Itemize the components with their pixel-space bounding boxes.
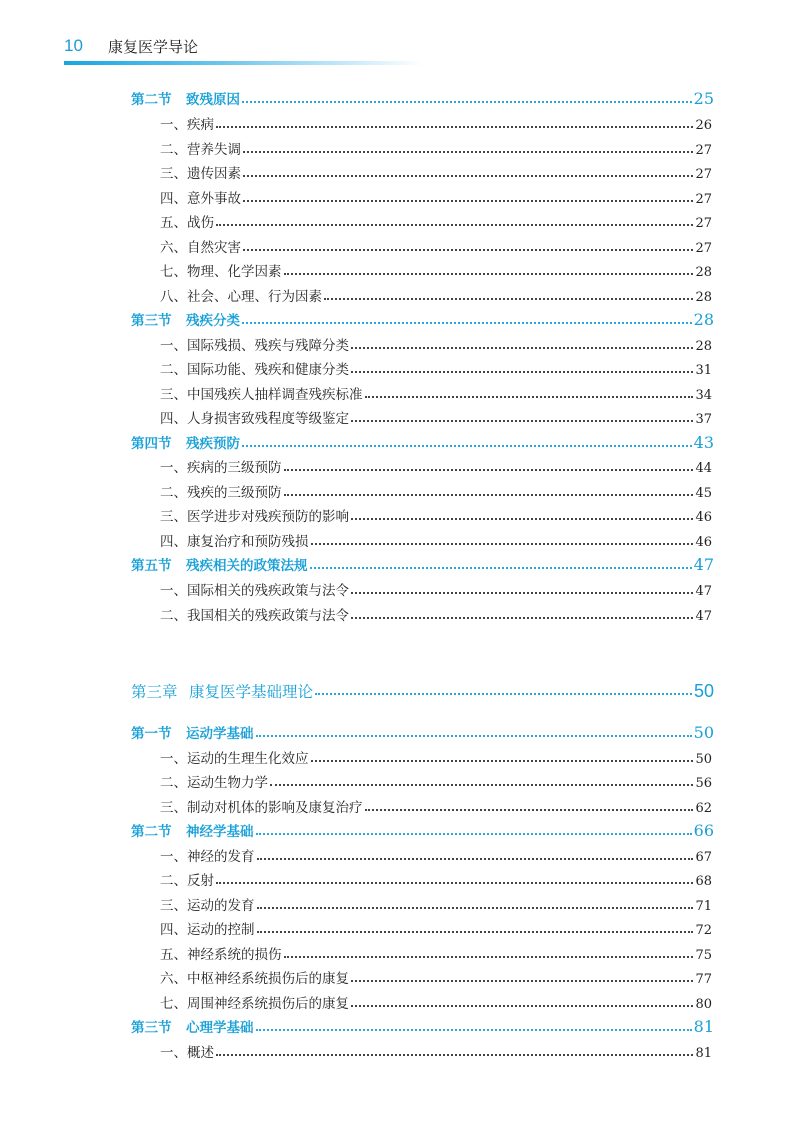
dot-leader bbox=[242, 321, 692, 324]
dot-leader bbox=[216, 223, 693, 226]
toc-item-label bbox=[160, 187, 241, 207]
toc-item-label bbox=[160, 992, 349, 1012]
toc-section-label bbox=[131, 554, 308, 574]
toc-item-title: 二、运动生物力学 bbox=[160, 775, 268, 791]
toc-page-number: 28 bbox=[695, 290, 712, 305]
toc-section-number: 第二节 bbox=[131, 824, 172, 840]
toc-item-row[interactable] bbox=[160, 111, 712, 133]
toc-section-number: 第三节 bbox=[131, 313, 172, 329]
toc-item-row[interactable] bbox=[160, 916, 712, 938]
toc-page-number: 47 bbox=[693, 555, 714, 574]
toc-page-number: 27 bbox=[695, 167, 712, 182]
toc-section-label bbox=[131, 432, 240, 452]
toc-section-label bbox=[131, 820, 254, 840]
toc-item-row[interactable] bbox=[160, 185, 712, 207]
toc-item-label bbox=[160, 1041, 214, 1061]
dot-leader bbox=[351, 517, 693, 520]
toc-item-label bbox=[160, 894, 255, 914]
dot-leader bbox=[243, 199, 693, 202]
toc-item-title: 七、周围神经系统损伤后的康复 bbox=[160, 996, 349, 1012]
toc-page-number: 81 bbox=[693, 1017, 714, 1036]
toc-item-row[interactable] bbox=[160, 356, 712, 378]
header-rule bbox=[64, 61, 424, 65]
toc-item-label bbox=[160, 530, 309, 550]
toc-page-number: 27 bbox=[695, 192, 712, 207]
toc-item-row[interactable] bbox=[160, 577, 712, 599]
toc-item-row[interactable] bbox=[160, 209, 712, 231]
toc-item-row[interactable] bbox=[160, 234, 712, 256]
toc-section-title: 残疾相关的政策法规 bbox=[186, 558, 308, 574]
dot-leader bbox=[270, 783, 693, 786]
toc-section-number: 第一节 bbox=[131, 726, 172, 742]
toc-item-label bbox=[160, 845, 255, 865]
toc-chapter-row[interactable] bbox=[131, 676, 714, 702]
toc-item-title: 六、中枢神经系统损伤后的康复 bbox=[160, 971, 349, 987]
toc-chapter-label bbox=[131, 680, 313, 702]
toc-page-number: 66 bbox=[693, 821, 714, 840]
toc-page-number: 37 bbox=[695, 412, 712, 427]
toc-item-label bbox=[160, 236, 241, 256]
dot-leader bbox=[284, 272, 694, 275]
toc-item-title: 四、康复治疗和预防残损 bbox=[160, 534, 309, 550]
toc-item-title: 二、营养失调 bbox=[160, 142, 241, 158]
toc-item-title: 一、疾病 bbox=[160, 117, 214, 133]
dot-leader bbox=[351, 591, 693, 594]
toc-item-row[interactable] bbox=[160, 503, 712, 525]
toc-page-number: 72 bbox=[695, 923, 712, 938]
toc-item-label bbox=[160, 138, 241, 158]
dot-leader bbox=[351, 346, 693, 349]
toc-item-label bbox=[160, 505, 349, 525]
toc-page-number: 71 bbox=[695, 899, 712, 914]
toc-page-number: 67 bbox=[695, 850, 712, 865]
dot-leader bbox=[284, 493, 694, 496]
toc-item-label bbox=[160, 285, 322, 305]
toc-section-number: 第五节 bbox=[131, 558, 172, 574]
book-title: 康复医学导论 bbox=[108, 38, 199, 56]
toc-section-number: 第四节 bbox=[131, 436, 172, 452]
toc-page-number: 50 bbox=[693, 681, 714, 701]
toc-item-label bbox=[160, 943, 282, 963]
toc-item-row[interactable] bbox=[160, 745, 712, 767]
toc-item-label bbox=[160, 918, 255, 938]
dot-leader bbox=[351, 1004, 693, 1007]
toc-section-row[interactable] bbox=[131, 1014, 714, 1036]
toc-page-number: 25 bbox=[693, 89, 714, 108]
dot-leader bbox=[243, 174, 693, 177]
toc-item-row[interactable] bbox=[160, 867, 712, 889]
dot-leader bbox=[257, 930, 694, 933]
toc-item-title: 五、神经系统的损伤 bbox=[160, 947, 282, 963]
toc-item-row[interactable] bbox=[160, 990, 712, 1012]
toc-item-row[interactable] bbox=[160, 405, 712, 427]
toc-section-title: 残疾预防 bbox=[186, 436, 240, 452]
toc-section-title: 运动学基础 bbox=[186, 726, 254, 742]
toc-item-title: 五、战伤 bbox=[160, 215, 214, 231]
dot-leader bbox=[324, 297, 693, 300]
toc-section-label bbox=[131, 88, 240, 108]
toc-item-row[interactable] bbox=[160, 332, 712, 354]
toc-item-row[interactable] bbox=[160, 283, 712, 305]
toc-page-number: 34 bbox=[695, 388, 712, 403]
toc-page-number: 80 bbox=[695, 997, 712, 1012]
toc-item-title: 三、运动的发育 bbox=[160, 898, 255, 914]
toc-page-number: 27 bbox=[695, 143, 712, 158]
toc-section-label bbox=[131, 309, 240, 329]
toc-item-row[interactable] bbox=[160, 528, 712, 550]
toc-item-label bbox=[160, 162, 241, 182]
dot-leader bbox=[311, 759, 694, 762]
toc-item-label bbox=[160, 334, 349, 354]
dot-leader bbox=[310, 566, 692, 569]
toc-page-number: 75 bbox=[695, 948, 712, 963]
toc-item-label bbox=[160, 407, 349, 427]
toc-item-row[interactable] bbox=[160, 1039, 712, 1061]
toc-page-number: 28 bbox=[695, 265, 712, 280]
toc-item-row[interactable] bbox=[160, 941, 712, 963]
page-number: 10 bbox=[64, 36, 83, 55]
toc-item-row[interactable] bbox=[160, 794, 712, 816]
toc-item-label bbox=[160, 967, 349, 987]
toc-section-title: 残疾分类 bbox=[186, 313, 240, 329]
dot-leader bbox=[242, 100, 692, 103]
dot-leader bbox=[242, 444, 692, 447]
dot-leader bbox=[365, 395, 694, 398]
dot-leader bbox=[365, 808, 694, 811]
toc-section-row[interactable] bbox=[131, 720, 714, 742]
toc-page-number: 50 bbox=[693, 723, 714, 742]
toc-page-number: 44 bbox=[695, 461, 712, 476]
toc-item-row[interactable] bbox=[160, 965, 712, 987]
toc-chapter-title: 康复医学基础理论 bbox=[189, 683, 314, 701]
toc-item-row[interactable] bbox=[160, 160, 712, 182]
toc-page-number: 28 bbox=[695, 339, 712, 354]
toc-item-label bbox=[160, 869, 214, 889]
toc-item-title: 一、国际残损、残疾与残障分类 bbox=[160, 338, 349, 354]
dot-leader bbox=[243, 248, 693, 251]
toc-item-label bbox=[160, 113, 214, 133]
toc-item-row[interactable] bbox=[160, 381, 712, 403]
toc-item-title: 三、中国残疾人抽样调查残疾标准 bbox=[160, 387, 363, 403]
toc-section-title: 致残原因 bbox=[186, 92, 240, 108]
dot-leader bbox=[256, 734, 692, 737]
toc-page-number: 68 bbox=[695, 874, 712, 889]
dot-leader bbox=[216, 125, 693, 128]
toc-section-number: 第二节 bbox=[131, 92, 172, 108]
dot-leader bbox=[351, 370, 693, 373]
toc-section-row[interactable] bbox=[131, 552, 714, 574]
dot-leader bbox=[257, 857, 694, 860]
toc-page-number: 46 bbox=[695, 510, 712, 525]
dot-leader bbox=[216, 1053, 693, 1056]
toc-section-row[interactable] bbox=[131, 86, 714, 108]
toc-item-title: 七、物理、化学因素 bbox=[160, 264, 282, 280]
toc-page-number: 46 bbox=[695, 535, 712, 550]
toc-item-title: 一、国际相关的残疾政策与法令 bbox=[160, 583, 349, 599]
toc-item-label bbox=[160, 456, 282, 476]
toc-item-row[interactable] bbox=[160, 602, 712, 624]
toc-page-number: 45 bbox=[695, 486, 712, 501]
toc-item-title: 三、医学进步对残疾预防的影响 bbox=[160, 509, 349, 525]
toc-section-row[interactable] bbox=[131, 430, 714, 452]
toc-page-number: 43 bbox=[693, 433, 714, 452]
toc-item-label bbox=[160, 211, 214, 231]
page-header bbox=[64, 36, 764, 68]
dot-leader bbox=[351, 616, 693, 619]
toc-item-title: 四、运动的控制 bbox=[160, 922, 255, 938]
toc-item-label bbox=[160, 383, 363, 403]
toc-item-label bbox=[160, 796, 363, 816]
toc-item-title: 二、残疾的三级预防 bbox=[160, 485, 282, 501]
toc-page-number: 81 bbox=[695, 1046, 712, 1061]
toc-item-row[interactable] bbox=[160, 769, 712, 791]
toc-item-label bbox=[160, 579, 349, 599]
toc-item-title: 一、疾病的三级预防 bbox=[160, 460, 282, 476]
toc-item-row[interactable] bbox=[160, 843, 712, 865]
dot-leader bbox=[216, 881, 693, 884]
toc-item-title: 一、概述 bbox=[160, 1045, 214, 1061]
toc-item-row[interactable] bbox=[160, 479, 712, 501]
toc-page-number: 31 bbox=[695, 363, 712, 378]
toc-item-title: 六、自然灾害 bbox=[160, 240, 241, 256]
toc-page-number: 47 bbox=[695, 584, 712, 599]
toc-page-number: 56 bbox=[695, 776, 712, 791]
toc-item-label bbox=[160, 481, 282, 501]
toc-section-row[interactable] bbox=[131, 307, 714, 329]
toc-chapter-number: 第三章 bbox=[131, 683, 178, 701]
toc-item-title: 四、人身损害致残程度等级鉴定 bbox=[160, 411, 349, 427]
toc-item-row[interactable] bbox=[160, 258, 712, 280]
toc-item-row[interactable] bbox=[160, 454, 712, 476]
toc-item-title: 一、运动的生理生化效应 bbox=[160, 751, 309, 767]
toc-page-number: 26 bbox=[695, 118, 712, 133]
toc-page-number: 28 bbox=[693, 310, 714, 329]
toc-item-label bbox=[160, 604, 349, 624]
toc-item-title: 三、制动对机体的影响及康复治疗 bbox=[160, 800, 363, 816]
toc-item-title: 二、我国相关的残疾政策与法令 bbox=[160, 608, 349, 624]
toc-item-label bbox=[160, 260, 282, 280]
toc-item-row[interactable] bbox=[160, 136, 712, 158]
toc-page-number: 27 bbox=[695, 241, 712, 256]
toc-item-row[interactable] bbox=[160, 892, 712, 914]
dot-leader bbox=[351, 979, 693, 982]
toc-page-number: 50 bbox=[695, 752, 712, 767]
dot-leader bbox=[256, 832, 692, 835]
toc-page-number: 47 bbox=[695, 609, 712, 624]
dot-leader bbox=[284, 955, 694, 958]
toc-item-title: 二、国际功能、残疾和健康分类 bbox=[160, 362, 349, 378]
dot-leader bbox=[257, 906, 694, 909]
toc-section-title: 神经学基础 bbox=[186, 824, 254, 840]
toc-section-title: 心理学基础 bbox=[186, 1020, 254, 1036]
toc-section-label bbox=[131, 1016, 254, 1036]
dot-leader bbox=[311, 542, 694, 545]
dot-leader bbox=[256, 1028, 692, 1031]
dot-leader bbox=[284, 468, 694, 471]
toc-page-number: 27 bbox=[695, 216, 712, 231]
toc-section-row[interactable] bbox=[131, 818, 714, 840]
toc-page-number: 77 bbox=[695, 972, 712, 987]
toc-page-number: 62 bbox=[695, 801, 712, 816]
toc-item-label bbox=[160, 358, 349, 378]
toc-item-title: 三、遗传因素 bbox=[160, 166, 241, 182]
toc-item-title: 八、社会、心理、行为因素 bbox=[160, 289, 322, 305]
toc-item-label bbox=[160, 771, 268, 791]
dot-leader bbox=[243, 150, 693, 153]
toc-item-label bbox=[160, 747, 309, 767]
dot-leader bbox=[351, 419, 693, 422]
toc-section-number: 第三节 bbox=[131, 1020, 172, 1036]
toc-section-label bbox=[131, 722, 254, 742]
toc-item-title: 一、神经的发育 bbox=[160, 849, 255, 865]
dot-leader bbox=[315, 692, 692, 695]
toc-item-title: 二、反射 bbox=[160, 873, 214, 889]
toc-item-title: 四、意外事故 bbox=[160, 191, 241, 207]
